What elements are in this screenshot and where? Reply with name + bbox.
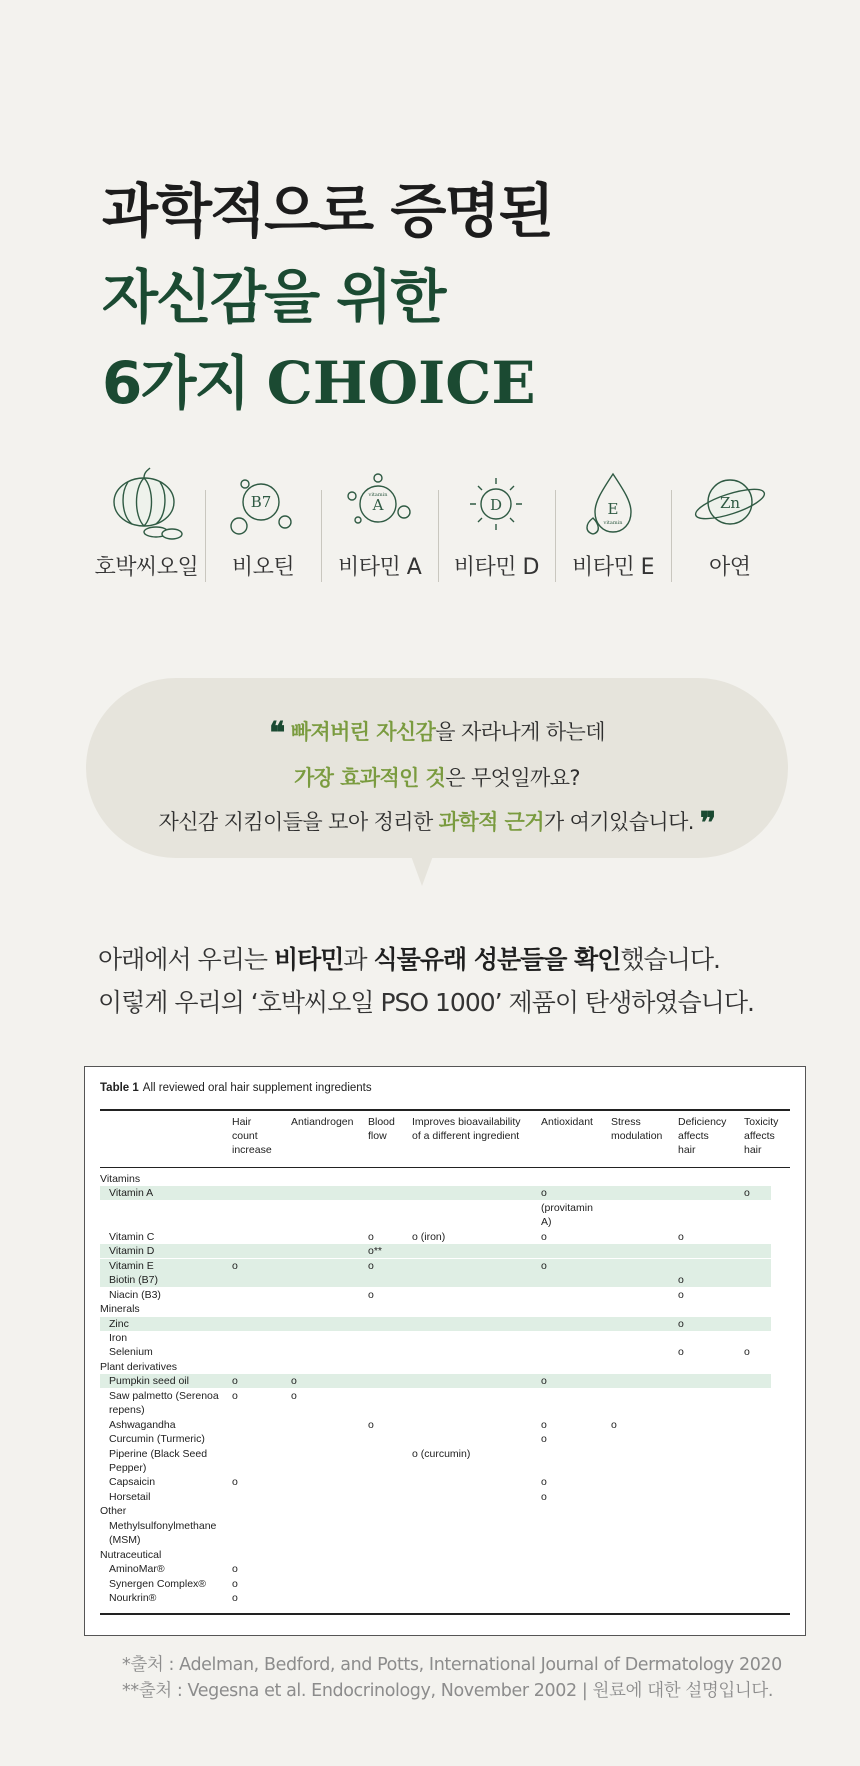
table-cell: o (678, 1317, 684, 1330)
header-line: count (232, 1130, 258, 1142)
table-row (100, 1432, 771, 1446)
table-cell: o (541, 1259, 547, 1272)
table-cell: o (541, 1375, 547, 1388)
table-cell: o (232, 1563, 238, 1576)
table-header-cell (368, 1115, 395, 1143)
row-label: Vitamin E (109, 1259, 154, 1272)
header-line: Antioxidant (541, 1116, 593, 1128)
table-caption-number: Table 1 (100, 1082, 139, 1094)
table-row (100, 1475, 771, 1489)
row-label: Plant derivatives (100, 1360, 178, 1373)
row-label: Niacin (B3) (109, 1288, 161, 1301)
headline-line-1: 과학적으로 증명된 (102, 177, 553, 245)
ingredient-vitamin-d (438, 466, 555, 596)
table-top-rule (100, 1109, 790, 1111)
row-label: Vitamin A (109, 1187, 154, 1200)
header-line: Antiandrogen (291, 1116, 354, 1128)
vitamin-a-tiny: vitamin (368, 492, 388, 498)
ingredient-vitamin-a (321, 466, 438, 596)
table-row (100, 1461, 771, 1475)
table-header-cell (541, 1115, 593, 1129)
biotin-badge: B7 (250, 493, 272, 511)
quote-highlight: 가장 효과적인 것 (294, 766, 446, 790)
table-row (100, 1389, 771, 1403)
table-cell: o (611, 1418, 617, 1431)
ingredient-label: 비타민 E (571, 555, 655, 580)
ingredient-row (88, 466, 788, 596)
table-row (100, 1533, 771, 1547)
table-cell: A) (541, 1216, 552, 1229)
close-quote-icon: ❞ (699, 806, 716, 841)
row-label: Saw palmetto (Serenoa (109, 1389, 219, 1402)
table-row (100, 1403, 771, 1417)
table-cell: o (541, 1418, 547, 1431)
table-row (100, 1186, 771, 1200)
table-cell: o (curcumin) (412, 1447, 471, 1460)
table-cell: o (291, 1375, 297, 1388)
ingredient-label: 비타민 A (338, 555, 422, 580)
header-line: flow (368, 1130, 387, 1142)
vitamin-e-tiny: vitamin (603, 520, 623, 526)
header-line: hair (678, 1144, 696, 1156)
ingredient-pumpkin-seed (88, 466, 205, 596)
table-cell: o (368, 1418, 374, 1431)
row-label: Other (100, 1505, 127, 1518)
table-row (100, 1244, 771, 1258)
open-quote-icon: ❝ (269, 716, 285, 751)
table-row (100, 1374, 771, 1388)
table-row (100, 1230, 771, 1244)
row-label: Selenium (109, 1346, 153, 1359)
header-line: affects (678, 1130, 709, 1142)
row-label: Iron (109, 1331, 128, 1344)
quote-text: 을 자라나게 하는데 (435, 720, 605, 744)
vitamin-a-badge: A (372, 496, 384, 514)
table-header-rule (100, 1167, 790, 1168)
ingredient-label: 비오틴 (231, 555, 295, 580)
ingredient-label: 아연 (708, 555, 751, 580)
quote-line-2 (86, 756, 788, 800)
headline-line-3 (102, 340, 552, 426)
table-header-cell (291, 1115, 353, 1129)
headline-number: 6가지 (102, 349, 267, 417)
vitamin-d-badge: D (490, 496, 503, 514)
header-line: Hair (232, 1116, 252, 1128)
row-label: Pumpkin seed oil (109, 1375, 189, 1388)
intro-text-part: 과 (343, 945, 374, 974)
table-cell: o (232, 1577, 238, 1590)
quote-text: 은 무엇일까요? (445, 766, 580, 790)
table-row (100, 1259, 771, 1273)
header-line: of a different ingredient (412, 1130, 520, 1142)
table-row (100, 1215, 771, 1229)
zinc-icon (688, 466, 772, 546)
row-label: Vitamin D (109, 1245, 155, 1258)
pumpkin-seed-icon (104, 466, 188, 546)
row-label: AminoMar® (109, 1563, 165, 1576)
table-cell: o (744, 1346, 750, 1359)
header-line: affects (744, 1130, 775, 1142)
row-label: Synergen Complex® (109, 1577, 207, 1590)
table-row (100, 1273, 771, 1287)
table-cell: o (232, 1375, 238, 1388)
table-category-row (100, 1504, 771, 1518)
table-category-row (100, 1360, 771, 1374)
table-header-cell (744, 1115, 778, 1157)
header-line: Toxicity (744, 1116, 779, 1128)
ingredient-label: 호박씨오일 (94, 555, 199, 580)
quote-line-3 (86, 800, 788, 846)
ingredient-vitamin-e (555, 466, 672, 596)
table-cell: o (678, 1274, 684, 1287)
row-label: Capsaicin (109, 1476, 156, 1489)
row-label: Piperine (Black Seed (109, 1447, 208, 1460)
sources (122, 1652, 782, 1704)
row-label: Vitamins (100, 1173, 141, 1185)
table-header-cell (678, 1115, 726, 1157)
table-cell: o (291, 1389, 297, 1402)
table-row (100, 1418, 771, 1432)
quote-text: 가 여기있습니다. (543, 810, 694, 834)
quote-line-1 (86, 678, 788, 756)
table-cell: o (744, 1187, 750, 1200)
header-line: Improves bioavailability (412, 1116, 521, 1128)
table-cell: o (541, 1187, 547, 1200)
row-label: Curcumin (Turmeric) (109, 1433, 205, 1446)
table-cell: o (541, 1230, 547, 1243)
table-bottom-rule (100, 1613, 790, 1615)
table-category-row (100, 1302, 771, 1316)
zinc-badge: Zn (719, 494, 740, 512)
headline-line-2: 자신감을 위한 (102, 263, 445, 331)
ingredient-biotin (205, 466, 322, 596)
source-2: **출처 : Vegesna et al. Endocrinology, November 2002 | 원료에 대한 설명입니다. (122, 1681, 774, 1701)
table-cell: o (232, 1259, 238, 1272)
intro-line-1 (98, 938, 754, 981)
quote-bubble (86, 678, 788, 858)
table-cell: o (678, 1230, 684, 1243)
table-cell: o (678, 1346, 684, 1359)
vitamin-e-icon (571, 466, 655, 546)
table-cell: o (541, 1476, 547, 1489)
row-label: Nutraceutical (100, 1548, 162, 1561)
table-row (100, 1201, 771, 1215)
table-row (100, 1331, 771, 1345)
row-label: Zinc (109, 1317, 129, 1330)
table-row (100, 1562, 771, 1576)
vitamin-d-icon (454, 466, 538, 546)
table-row (100, 1447, 771, 1461)
intro-line-2: 이렇게 우리의 ‘호박씨오일 PSO 1000’ 제품이 탄생하였습니다. (98, 988, 754, 1017)
table-cell: (provitamin (541, 1201, 593, 1214)
table-header-cell (412, 1115, 521, 1143)
header-line: Deficiency (678, 1116, 727, 1128)
row-label: Vitamin C (109, 1230, 155, 1243)
table-category-row (100, 1172, 771, 1186)
table-row (100, 1591, 771, 1605)
table-caption-text: All reviewed oral hair supplement ingredients (142, 1082, 372, 1094)
table-row (100, 1519, 771, 1533)
vitamin-b7-icon (221, 466, 305, 546)
row-label: Ashwagandha (109, 1418, 176, 1431)
table-row (100, 1345, 771, 1359)
table-row (100, 1288, 771, 1302)
table-cell: o (678, 1288, 684, 1301)
row-label: (MSM) (109, 1534, 141, 1547)
vitamin-a-icon (338, 466, 422, 546)
table-cell: o (232, 1592, 238, 1605)
table-row (100, 1577, 771, 1591)
headline-choice: CHOICE (266, 349, 536, 417)
row-label: Pepper) (109, 1462, 147, 1474)
vitamin-e-badge: E (607, 500, 619, 518)
table-cell: o (232, 1476, 238, 1489)
bubble-tail (411, 856, 433, 886)
intro-text-part: 했습니다. (620, 945, 720, 974)
ingredient-table (84, 1066, 806, 1636)
table-cell: o (368, 1288, 374, 1301)
quote-highlight: 빠져버린 자신감 (290, 720, 436, 744)
table-cell: o (541, 1490, 547, 1503)
table-row (100, 1490, 771, 1504)
header-line: increase (232, 1144, 272, 1156)
table-cell: o (368, 1230, 374, 1243)
row-label: repens) (109, 1404, 145, 1417)
row-label: Biotin (B7) (109, 1274, 159, 1287)
table-cell: o** (368, 1245, 383, 1258)
table-category-row (100, 1548, 771, 1562)
intro-text-part: 아래에서 우리는 (98, 945, 274, 974)
quote-highlight: 과학적 근거 (438, 810, 544, 834)
header-line: hair (744, 1144, 762, 1156)
table-header-cell (611, 1115, 662, 1143)
header-line: modulation (611, 1130, 663, 1142)
header-line: Stress (611, 1116, 641, 1128)
quote-text: 자신감 지킴이들을 모아 정리한 (158, 810, 439, 834)
source-1: *출처 : Adelman, Bedford, and Potts, International Journal of Dermatology 2020 (122, 1655, 782, 1675)
table-cell: o (368, 1259, 374, 1272)
ingredient-label: 비타민 D (453, 555, 539, 580)
intro-bold: 비타민 (273, 945, 344, 974)
header-line: Blood (368, 1116, 395, 1128)
intro-bold: 식물유래 성분들을 확인 (373, 945, 621, 974)
table-cell: o (232, 1389, 238, 1402)
table-caption (100, 1082, 372, 1094)
row-label: Horsetail (109, 1490, 151, 1503)
table-cell: o (iron) (412, 1230, 446, 1243)
table-cell: o (541, 1433, 547, 1446)
row-label: Nourkrin® (109, 1592, 157, 1605)
row-label: Minerals (100, 1303, 140, 1316)
headline (102, 168, 552, 426)
table-header-cell (232, 1115, 272, 1157)
table-row (100, 1317, 771, 1331)
row-label: Methylsulfonylmethane (109, 1519, 217, 1532)
intro-text (98, 938, 754, 1024)
ingredient-zinc (671, 466, 788, 596)
